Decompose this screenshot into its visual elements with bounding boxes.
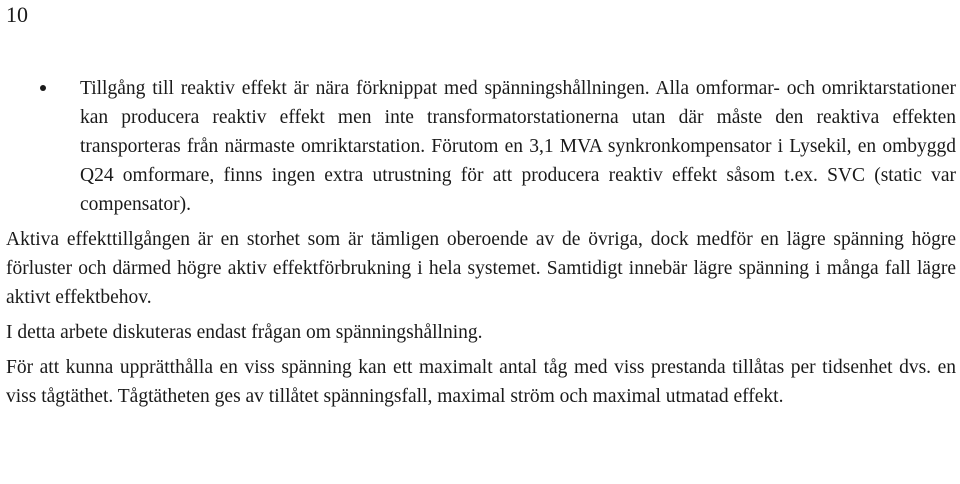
paragraph-train-density: För att kunna upprätthålla en viss spänning kan ett maximalt antal tåg med viss prestanda tillåtas per tidsenhet dvs. en viss tågtäthet. Tågtätheten ges av tillåtet spänningsfall, maximal ström och maximal utmatad effekt. bbox=[6, 357, 956, 407]
paragraph-active-power: Aktiva effekttillgången är en storhet som är tämligen oberoende av de övriga, dock medför en lägre spänning högre förluster och därmed högre aktiv effektförbrukning i hela systemet. Samtidigt innebär lägre spänning i många fall lägre aktivt effektbehov. bbox=[6, 229, 956, 308]
document-body bbox=[6, 74, 956, 417]
paragraph-scope: I detta arbete diskuteras endast frågan om spänningshållning. bbox=[6, 322, 483, 343]
bullet-text: Tillgång till reaktiv effekt är nära förknippat med spänningshållningen. Alla omformar- och omriktarstationer kan producera reaktiv effekt men inte transformatorstationerna utan där måste den reaktiva effekten transporteras från närmaste omriktarstation. Förutom en 3,1 MVA synkronkompensator i Lysekil, en ombyggd Q24 omformare, finns ingen extra utrustning för att producera reaktiv effekt såsom t.ex. SVC (static var compensator). bbox=[80, 78, 956, 215]
bullet-dot-icon bbox=[40, 85, 46, 91]
bullet-list-item bbox=[6, 74, 956, 219]
page-number: 10 bbox=[6, 2, 28, 27]
